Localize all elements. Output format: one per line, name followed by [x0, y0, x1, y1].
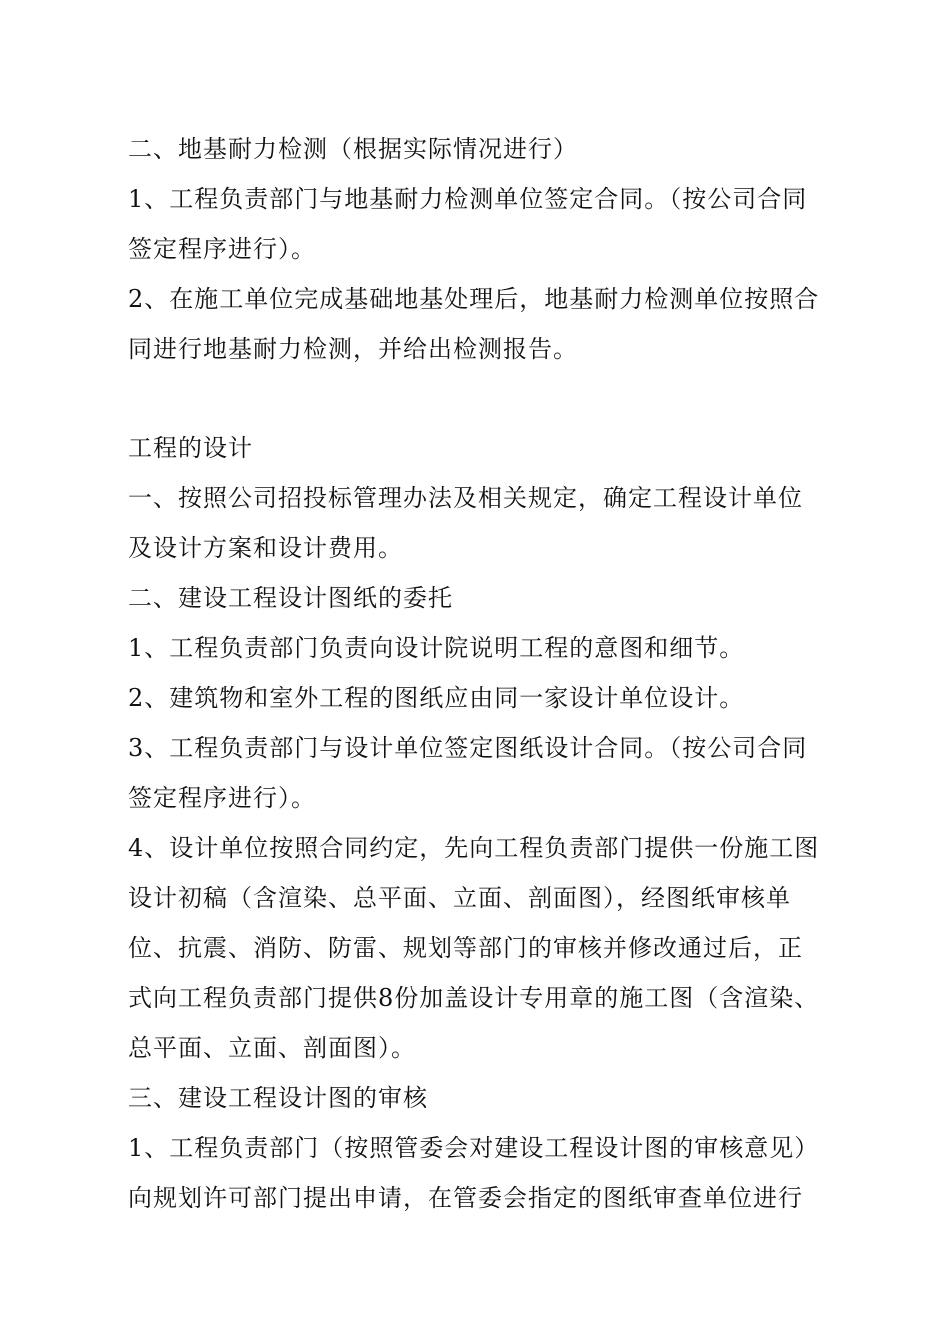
paragraph-line: 4、设计单位按照合同约定，先向工程负责部门提供一份施工图	[128, 834, 820, 862]
section-heading-design-commission: 二、建设工程设计图纸的委托	[128, 584, 453, 612]
paragraph-line: 2、建筑物和室外工程的图纸应由同一家设计单位设计。	[128, 684, 745, 712]
paragraph-line: 设计初稿（含渲染、总平面、立面、剖面图），经图纸审核单	[128, 884, 791, 912]
paragraph-line: 2、在施工单位完成基础地基处理后，地基耐力检测单位按照合	[128, 285, 820, 313]
paragraph-line: 3、工程负责部门与设计单位签定图纸设计合同。（按公司合同	[128, 734, 808, 762]
document-body	[128, 124, 848, 1223]
paragraph-line: 1、工程负责部门负责向设计院说明工程的意图和细节。	[128, 634, 745, 662]
paragraph-line: 一、按照公司招投标管理办法及相关规定，确定工程设计单位	[128, 484, 803, 512]
section-heading-design-review: 三、建设工程设计图的审核	[128, 1084, 428, 1112]
paragraph-line: 1、工程负责部门与地基耐力检测单位签定合同。（按公司合同	[128, 185, 808, 213]
paragraph-line: 签定程序进行）。	[128, 784, 316, 812]
paragraph-line: 式向工程负责部门提供8份加盖设计专用章的施工图（含渲染、	[128, 984, 820, 1012]
paragraph-line: 1、工程负责部门（按照管委会对建设工程设计图的审核意见）	[128, 1134, 820, 1162]
paragraph-line: 同进行地基耐力检测，并给出检测报告。	[128, 335, 578, 363]
section-title-engineering-design: 工程的设计	[128, 434, 253, 462]
section-gap	[128, 374, 848, 423]
paragraph-line: 位、抗震、消防、防雷、规划等部门的审核并修改通过后，正	[128, 934, 803, 962]
section-heading-foundation-test: 二、地基耐力检测（根据实际情况进行）	[128, 135, 578, 163]
paragraph-line: 签定程序进行）。	[128, 235, 316, 263]
paragraph-line: 总平面、立面、剖面图）。	[128, 1034, 416, 1062]
paragraph-line: 向规划许可部门提出申请，在管委会指定的图纸审查单位进行	[128, 1184, 803, 1212]
paragraph-line: 及设计方案和设计费用。	[128, 534, 403, 562]
